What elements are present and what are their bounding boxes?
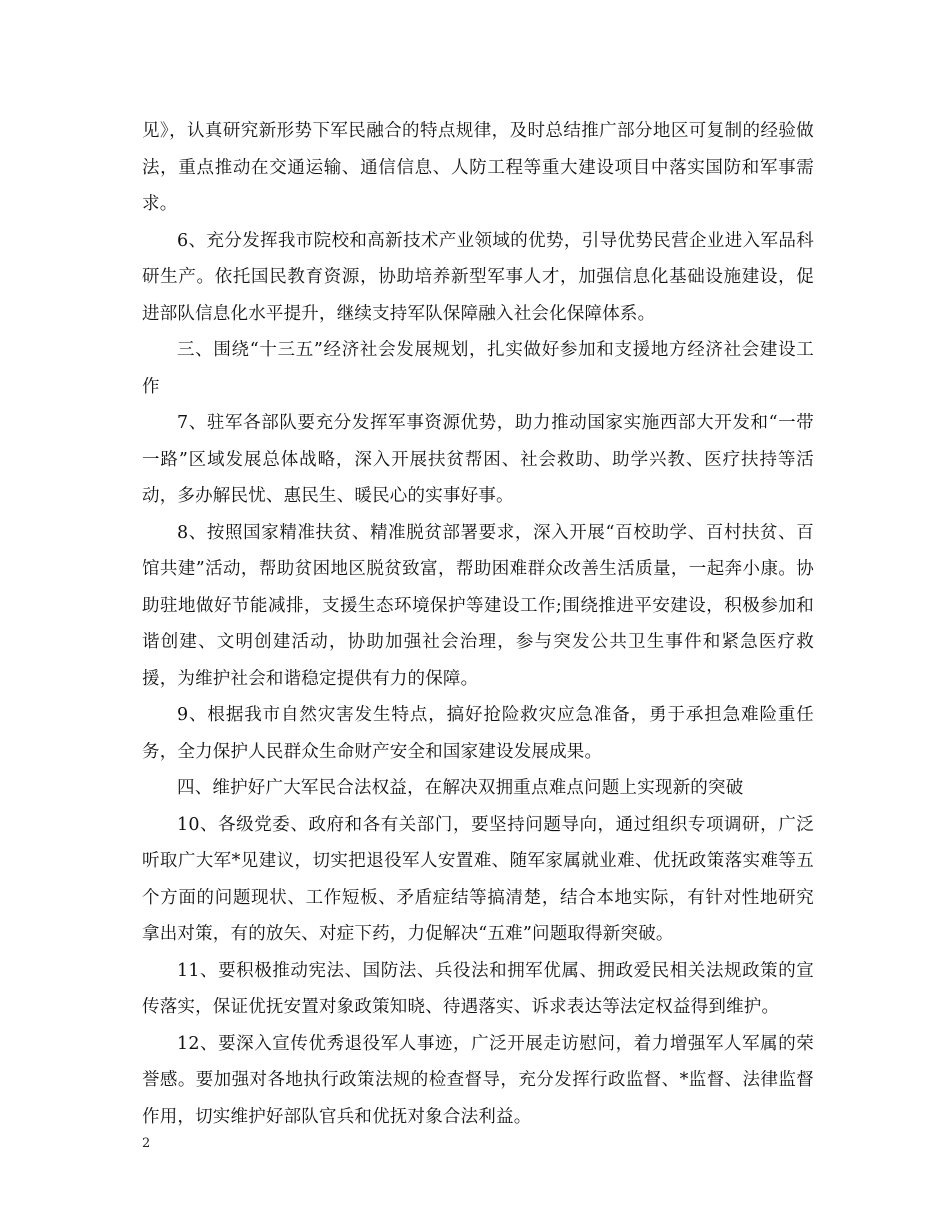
paragraph-item-8: 8、按照国家精准扶贫、精准脱贫部署要求，深入开展“百校助学、百村扶贫、百馆共建”活动，帮助贫困地区脱贫致富，帮助困难群众改善生活质量，一起奔小康。协助驻地做好节能减排，支援生态环境保护等建设工作;围绕推进平安建设，积极参加和谐创建、文明创建活动，协助加强社会治理，参与突发公共卫生事件和紧急医疗救援，为维护社会和谐稳定提供有力的保障。 (142, 522, 814, 689)
section-heading-3: 三、围绕“十三五”经济社会发展规划，扎实做好参加和支援地方经济社会建设工作 (142, 340, 814, 397)
section-heading-4: 四、维护好广大军民合法权益，在解决双拥重点难点问题上实现新的突破 (177, 778, 744, 798)
document-body (142, 113, 814, 1135)
paragraph-item-6: 6、充分发挥我市院校和高新技术产业领域的优势，引导优势民营企业进入军品科研生产。依托国民教育资源，协助培养新型军事人才，加强信息化基础设施建设，促进部队信息化水平提升，继续支持军队保障融入社会化保障体系。 (142, 230, 814, 324)
page-number: 2 (142, 1136, 151, 1151)
paragraph-item-10: 10、各级党委、政府和各有关部门，要坚持问题导向，通过组织专项调研，广泛听取广大军*见建议，切实把退役军人安置难、随军家属就业难、优抚政策落实难等五个方面的问题现状、工作短板、矛盾症结等搞清楚，结合本地实际，有针对性地研究拿出对策，有的放矢、对症下药，力促解决“五难”问题取得新突破。 (142, 814, 814, 944)
paragraph-continuation: 见》，认真研究新形势下军民融合的特点规律，及时总结推广部分地区可复制的经验做法，重点推动在交通运输、通信信息、人防工程等重大建设项目中落实国防和军事需求。 (142, 121, 814, 214)
paragraph-item-11: 11、要积极推动宪法、国防法、兵役法和拥军优属、拥政爱民相关法规政策的宣传落实，保证优抚安置对象政策知晓、待遇落实、诉求表达等法定权益得到维护。 (142, 960, 814, 1017)
paragraph-item-12: 12、要深入宣传优秀退役军人事迹，广泛开展走访慰问，着力增强军人军属的荣誉感。要加强对各地执行政策法规的检查督导，充分发挥行政监督、*监督、法律监督作用，切实维护好部队官兵和优抚对象合法利益。 (142, 1033, 814, 1127)
paragraph-item-9: 9、根据我市自然灾害发生特点，搞好抢险救灾应急准备，勇于承担急难险重任务，全力保护人民群众生命财产安全和国家建设发展成果。 (142, 705, 814, 762)
paragraph-item-7: 7、驻军各部队要充分发挥军事资源优势，助力推动国家实施西部大开发和“一带一路”区域发展总体战略，深入开展扶贫帮困、社会救助、助学兴教、医疗扶持等活动，多办解民忧、惠民生、暖民心的实事好事。 (142, 413, 814, 506)
